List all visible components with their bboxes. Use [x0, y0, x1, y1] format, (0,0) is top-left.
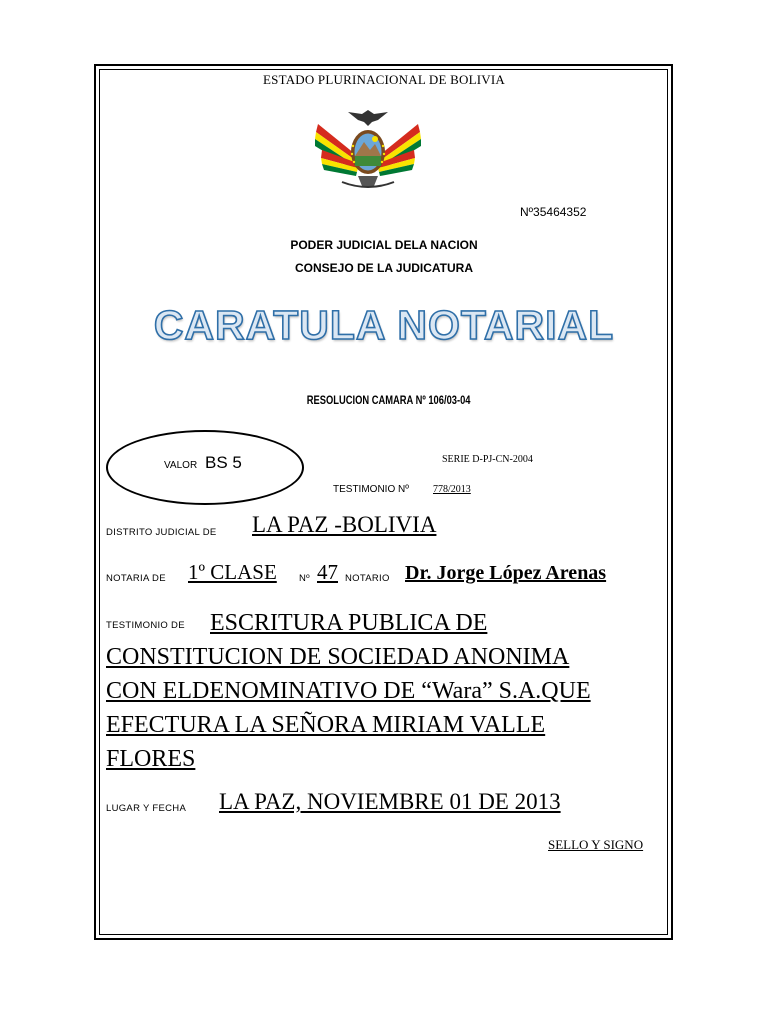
testimonio-line-5: FLORES: [106, 746, 196, 772]
distrito-label: DISTRITO JUDICIAL DE: [106, 527, 217, 538]
testimonio-line-1: ESCRITURA PUBLICA DE: [210, 610, 488, 636]
org-line-2: CONSEJO DE LA JUDICATURA: [294, 261, 473, 275]
serie-text: SERIE D-PJ-CN-2004: [442, 454, 533, 465]
testimonio-number-label: TESTIMONIO Nº: [333, 484, 409, 495]
testimonio-line-2: CONSTITUCION DE SOCIEDAD ANONIMA: [106, 644, 570, 670]
resolucion-line: RESOLUCION CAMARA Nº 106/03-04: [306, 393, 471, 407]
notaria-clase: 1º CLASE: [188, 560, 277, 584]
testimonio-line-3: CON ELDENOMINATIVO DE “Wara” S.A.QUE: [106, 678, 591, 704]
notario-label: NOTARIO: [345, 573, 390, 584]
testimonio-de-text: [106, 606, 666, 776]
lugar-fecha-value: LA PAZ, NOVIEMBRE 01 DE 2013: [219, 789, 561, 814]
coat-of-arms-icon: [312, 106, 424, 190]
valor-value: BS 5: [205, 453, 242, 472]
notaria-number: 47: [317, 560, 338, 584]
lugar-fecha-label: LUGAR Y FECHA: [106, 803, 187, 814]
testimonio-de-label: TESTIMONIO DE: [106, 620, 185, 631]
notario-name: Dr. Jorge López Arenas: [405, 562, 607, 584]
state-name: ESTADO PLURINACIONAL DE BOLIVIA: [263, 72, 505, 87]
testimonio-number-value: 778/2013: [433, 484, 471, 495]
notaria-number-label: Nº: [299, 573, 310, 584]
distrito-value: [236, 512, 436, 538]
sello-y-signo: SELLO Y SIGNO: [548, 837, 644, 852]
testimonio-line-4: EFECTURA LA SEÑORA MIRIAM VALLE: [106, 712, 546, 738]
notaria-label: NOTARIA DE: [106, 573, 166, 584]
document-title: CARATULA NOTARIAL: [153, 302, 615, 348]
org-line-1: PODER JUDICIAL DELA NACION: [290, 238, 478, 252]
distrito-value-text: LA PAZ -BOLIVIA: [252, 512, 437, 537]
serial-number: Nº35464352: [520, 205, 587, 219]
valor-label: VALOR: [164, 460, 198, 471]
